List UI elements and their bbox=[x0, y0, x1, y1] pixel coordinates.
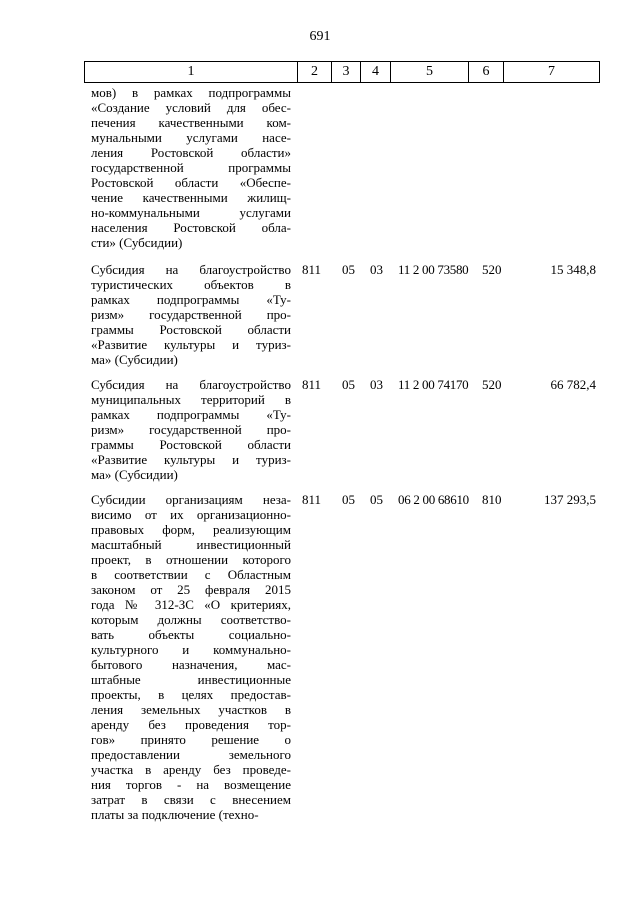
grbs-code: 811 bbox=[302, 492, 322, 507]
description-line: сти» (Субсидии) bbox=[91, 235, 183, 250]
description-line: чение качественными жилищ- bbox=[91, 190, 291, 205]
description-line: года № 312-ЗС «О критериях, bbox=[91, 597, 291, 612]
description-line: аренду без проведения тор- bbox=[91, 717, 291, 732]
description-line: рамках подпрограммы «Ту- bbox=[91, 407, 291, 422]
header-col-5: 5 bbox=[391, 62, 469, 82]
description-line: печения качественными ком- bbox=[91, 115, 291, 130]
page-number: 691 bbox=[309, 29, 331, 44]
description-line: затрат в связи с внесением bbox=[91, 792, 291, 807]
description-line: платы за подключение (техно- bbox=[91, 807, 259, 822]
description-line: предоставлении земельного bbox=[91, 747, 291, 762]
description-line: мов) в рамках подпрограммы bbox=[91, 85, 291, 100]
description-line: туристических объектов в bbox=[91, 277, 291, 292]
description-line: ризм» государственной про- bbox=[91, 422, 291, 437]
description-line: граммы Ростовской области bbox=[91, 437, 291, 452]
description-line: Субсидия на благоустройство bbox=[91, 262, 291, 277]
amount: 15 348,8 bbox=[550, 262, 596, 277]
subsection-code: 03 bbox=[370, 262, 383, 277]
description-line: правовых форм, реализующим bbox=[91, 522, 291, 537]
description-line: мунальными услугами насе- bbox=[91, 130, 291, 145]
description-line: которым должны соответство- bbox=[91, 612, 291, 627]
description-line: ма» (Субсидии) bbox=[91, 467, 178, 482]
section-code: 05 bbox=[342, 492, 355, 507]
row-description bbox=[91, 262, 291, 367]
target-article-code: 11 2 00 73580 bbox=[398, 262, 469, 277]
description-line: в соответствии с Областным bbox=[91, 567, 291, 582]
description-line: ния торгов - на возмещение bbox=[91, 777, 291, 792]
amount: 66 782,4 bbox=[550, 377, 596, 392]
description-line: висимо от их организационно- bbox=[91, 507, 291, 522]
description-line: культурного и коммунально- bbox=[91, 642, 291, 657]
description-line: участка в аренду без проведе- bbox=[91, 762, 291, 777]
description-line: масштабный инвестиционный bbox=[91, 537, 291, 552]
description-line: государственной программы bbox=[91, 160, 291, 175]
grbs-code: 811 bbox=[302, 262, 322, 277]
row-description bbox=[91, 85, 291, 250]
description-line: населения Ростовской обла- bbox=[91, 220, 291, 235]
expense-type-code: 810 bbox=[482, 492, 502, 507]
row-description bbox=[91, 492, 291, 822]
table-header bbox=[84, 61, 600, 83]
amount: 137 293,5 bbox=[544, 492, 596, 507]
header-col-4: 4 bbox=[361, 62, 391, 82]
description-line: ма» (Субсидии) bbox=[91, 352, 178, 367]
header-col-7: 7 bbox=[548, 64, 555, 79]
description-line: ления земельных участков в bbox=[91, 702, 291, 717]
header-col-6: 6 bbox=[469, 62, 504, 82]
target-article-code: 11 2 00 74170 bbox=[398, 377, 469, 392]
target-article-code: 06 2 00 68610 bbox=[398, 492, 469, 507]
description-line: «Развитие культуры и туриз- bbox=[91, 452, 291, 467]
description-line: вать объекты социально- bbox=[91, 627, 291, 642]
description-line: проекты, в целях предостав- bbox=[91, 687, 291, 702]
description-line: рамках подпрограммы «Ту- bbox=[91, 292, 291, 307]
section-code: 05 bbox=[342, 377, 355, 392]
description-line: Субсидия на благоустройство bbox=[91, 377, 291, 392]
description-line: муниципальных территорий в bbox=[91, 392, 291, 407]
description-line: ления Ростовской области» bbox=[91, 145, 291, 160]
description-line: гов» принято решение о bbox=[91, 732, 291, 747]
description-line: «Развитие культуры и туриз- bbox=[91, 337, 291, 352]
description-line: Субсидии организациям неза- bbox=[91, 492, 291, 507]
grbs-code: 811 bbox=[302, 377, 322, 392]
header-col-2: 2 bbox=[298, 62, 332, 82]
subsection-code: 03 bbox=[370, 377, 383, 392]
description-line: бытового назначения, мас- bbox=[91, 657, 291, 672]
expense-type-code: 520 bbox=[482, 262, 502, 277]
description-line: «Создание условий для обес- bbox=[91, 100, 291, 115]
description-line: граммы Ростовской области bbox=[91, 322, 291, 337]
description-line: но-коммунальными услугами bbox=[91, 205, 291, 220]
header-col-1: 1 bbox=[85, 62, 298, 82]
header-col-3: 3 bbox=[332, 62, 361, 82]
description-line: штабные инвестиционные bbox=[91, 672, 291, 687]
description-line: Ростовской области «Обеспе- bbox=[91, 175, 291, 190]
row-description bbox=[91, 377, 291, 482]
description-line: проект, в отношении которого bbox=[91, 552, 291, 567]
description-line: законом от 25 февраля 2015 bbox=[91, 582, 291, 597]
expense-type-code: 520 bbox=[482, 377, 502, 392]
subsection-code: 05 bbox=[370, 492, 383, 507]
description-line: ризм» государственной про- bbox=[91, 307, 291, 322]
section-code: 05 bbox=[342, 262, 355, 277]
